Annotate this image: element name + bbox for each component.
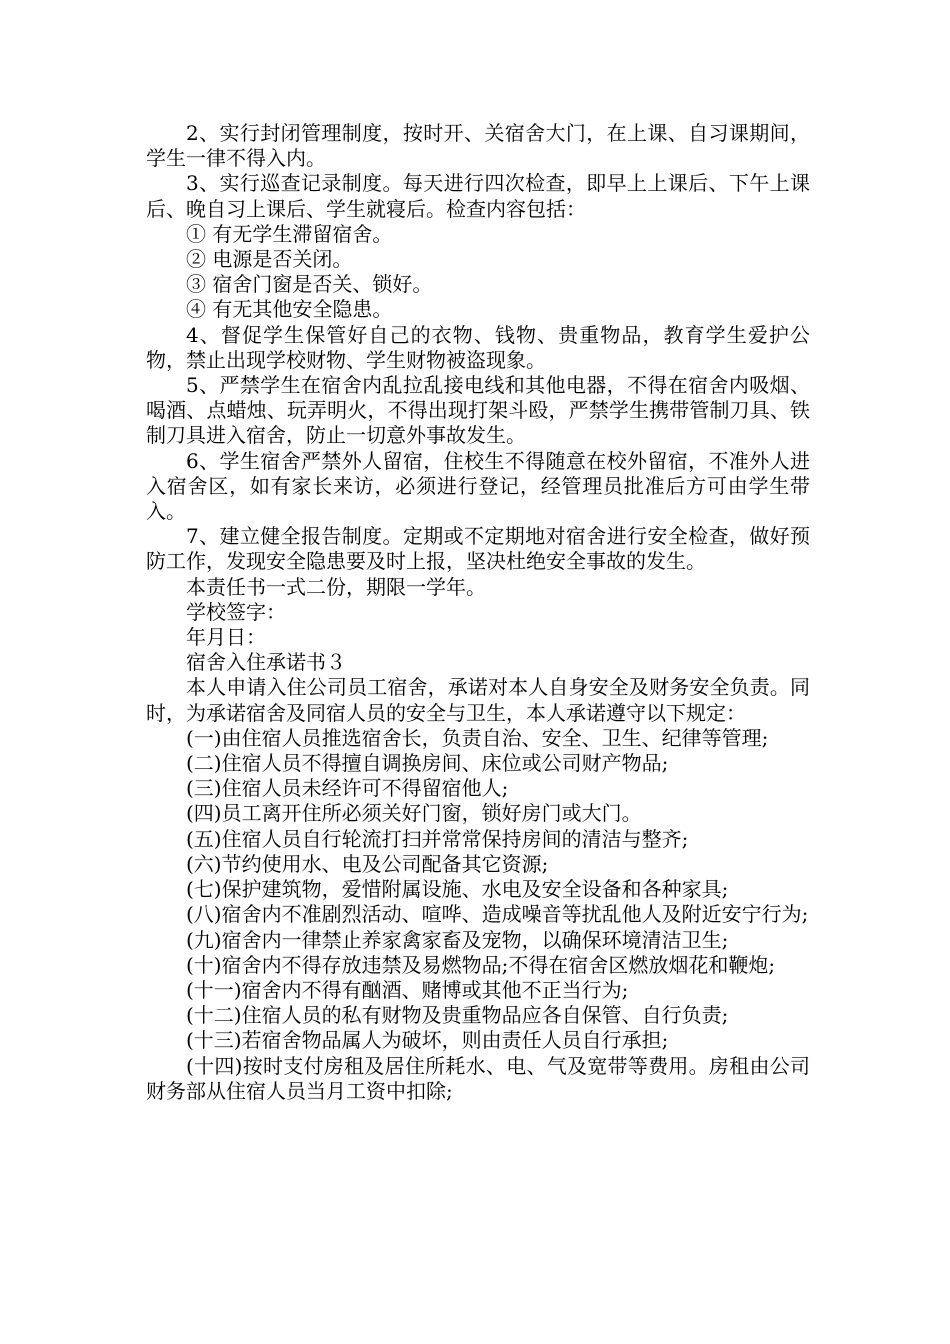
check-item-4: ④ 有无其他安全隐患。 bbox=[186, 297, 393, 322]
commitment-item-14: (十四)按时支付房租及居住所耗水、电、气及宽带等费用。房租由公司财务部从住宿人员当月工资中扣除; bbox=[146, 1053, 810, 1103]
commitment-item-4: (四)员工离开住所必须关好门窗，锁好房门或大门。 bbox=[186, 801, 642, 826]
commitment-item-9: (九)宿舍内一律禁止养家禽家畜及宠物，以确保环境清洁卫生; bbox=[186, 927, 729, 952]
commitment-intro: 本人申请入住公司员工宿舍，承诺对本人自身安全及财务安全负责。同时，为承诺宿舍及同宿人员的安全与卫生，本人承诺遵守以下规定： bbox=[146, 675, 810, 725]
commitment-item-12: (十二)住宿人员的私有财物及贵重物品应各自保管、自行负责; bbox=[186, 1003, 729, 1028]
commitment-item-8: (八)宿舍内不准剧烈活动、喧哗、造成噪音等扰乱他人及附近安宁行为; bbox=[186, 902, 809, 927]
commitment-item-5: (五)住宿人员自行轮流打扫并常常保持房间的清洁与整齐; bbox=[186, 826, 689, 851]
paragraph-rule-5: 5、严禁学生在宿舍内乱拉乱接电线和其他电器，不得在宿舍内吸烟、喝酒、点蜡烛、玩弄明火，不得出现打架斗殴，严禁学生携带管制刀具、铁制刀具进入宿舍，防止一切意外事故发生。 bbox=[146, 373, 810, 448]
check-item-2: ② 电源是否关闭。 bbox=[186, 247, 353, 272]
commitment-item-3: (三)住宿人员未经许可不得留宿他人; bbox=[186, 776, 509, 801]
paragraph-rule-7: 7、建立健全报告制度。定期或不定期地对宿舍进行安全检查，做好预防工作，发现安全隐患要及时上报，坚决杜绝安全事故的发生。 bbox=[146, 524, 810, 574]
date-line: 年月日： bbox=[186, 625, 266, 650]
commitment-item-13: (十三)若宿舍物品属人为破坏，则由责任人员自行承担; bbox=[186, 1028, 669, 1053]
school-signature-line: 学校签字： bbox=[186, 599, 286, 624]
paragraph-rule-2: 2、实行封闭管理制度，按时开、关宿舍大门，在上课、自习课期间，学生一律不得入内。 bbox=[146, 121, 810, 171]
commitment-item-2: (二)住宿人员不得擅自调换房间、床位或公司财产物品; bbox=[186, 751, 669, 776]
paragraph-rule-4: 4、督促学生保管好自己的衣物、钱物、贵重物品，教育学生爱护公物，禁止出现学校财物、学生财物被盗现象。 bbox=[146, 322, 810, 372]
commitment-item-11: (十一)宿舍内不得有酗酒、赌博或其他不正当行为; bbox=[186, 977, 629, 1002]
check-item-1: ① 有无学生滞留宿舍。 bbox=[186, 221, 393, 246]
paragraph-rule-6: 6、学生宿舍严禁外人留宿，住校生不得随意在校外留宿，不准外人进入宿舍区，如有家长来访，必须进行登记，经管理员批准后方可由学生带入。 bbox=[146, 448, 810, 524]
commitment-item-1: (一)由住宿人员推选宿舍长，负责自治、安全、卫生、纪律等管理; bbox=[186, 725, 769, 750]
section-title: 宿舍入住承诺书３ bbox=[186, 650, 346, 675]
paragraph-rule-3: 3、实行巡查记录制度。每天进行四次检查，即早上上课后、下午上课后、晚自习上课后、学生就寝后。检查内容包括： bbox=[146, 171, 810, 221]
commitment-item-10: (十)宿舍内不得存放违禁及易燃物品;不得在宿舍区燃放烟花和鞭炮; bbox=[186, 952, 776, 977]
commitment-item-6: (六)节约使用水、电及公司配备其它资源; bbox=[186, 851, 549, 876]
commitment-item-7: (七)保护建筑物，爱惜附属设施、水电及安全设备和各种家具; bbox=[186, 877, 729, 902]
document-body bbox=[146, 121, 810, 1104]
term-statement: 本责任书一式二份，期限一学年。 bbox=[186, 574, 486, 599]
check-item-3: ③ 宿舍门窗是否关、锁好。 bbox=[186, 272, 433, 297]
